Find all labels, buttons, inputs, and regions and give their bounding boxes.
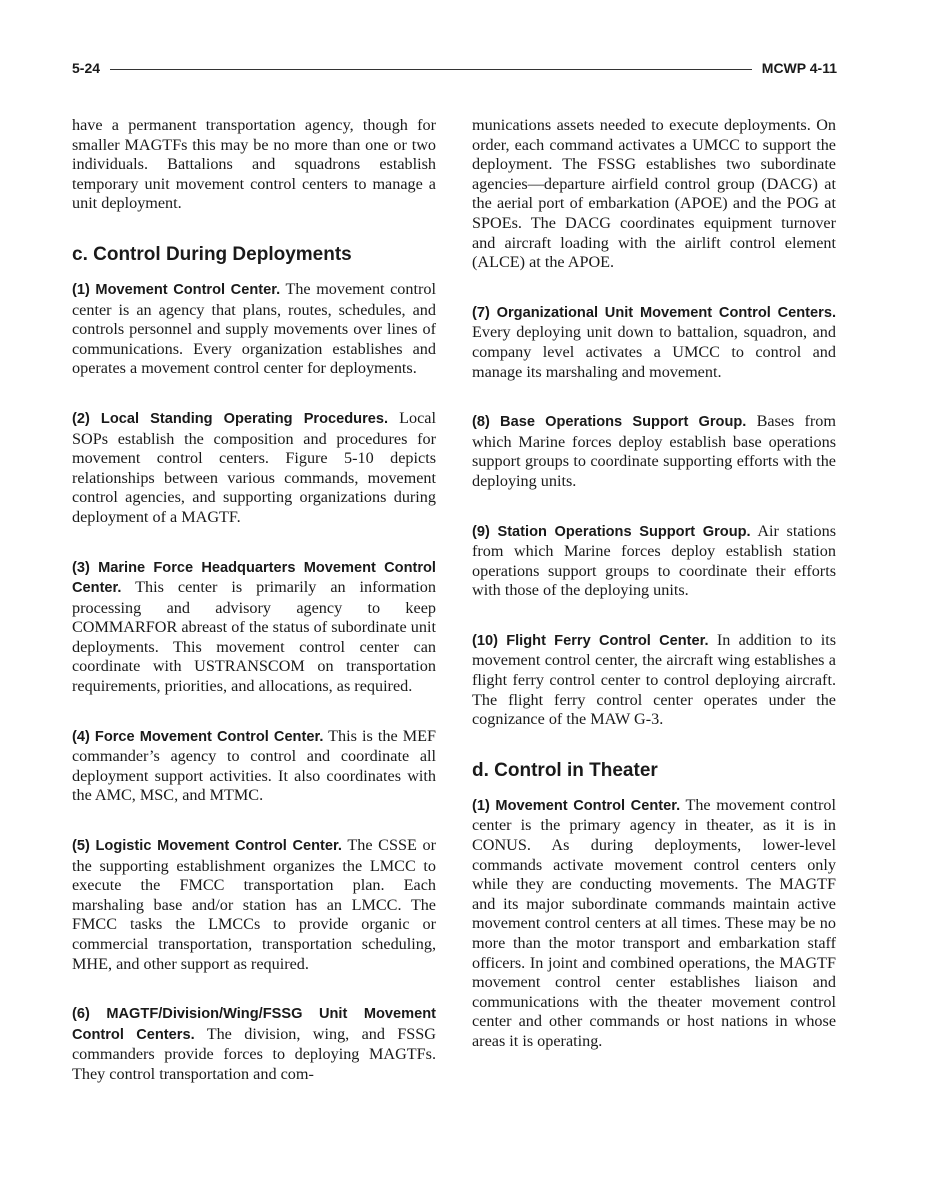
paragraph-2-text: Local SOPs establish the composition and procedures for movement control centers. Figure 5-10 depicts relationships between various commands, movement control agencies, and supporting organizations during deployment of a MAGTF. (72, 408, 436, 526)
header-rule (110, 69, 752, 70)
paragraph-5-lead: (5) Logistic Movement Control Center. (72, 838, 342, 855)
paragraph-d1-lead: (1) Movement Control Center. (472, 797, 681, 814)
paragraph-d1-text: The movement control center is the primary agency in theater, as it is in CONUS. As during deployments, lower-level commands activate movement control centers only while they are conducting movements. The MAGTF and its major subordinate commands maintain active movement control centers at all times. These may be no more than the motor transport and embarkation staff officers. In joint and combined operations, the MAGTF movement control center establishes liaison and communications with the theater movement control center and other commands or host nations in whose areas it is operating. (472, 795, 836, 1050)
paragraph-9-lead: (9) Station Operations Support Group. (472, 523, 751, 540)
continuation-paragraph: munications assets needed to execute deployments. On order, each command activates a UMCC to support the deployment. The FSSG establishes two subordinate agencies—departure airfield control group (DACG) at the aerial port of embarkation (APOE) and the POG at SPOEs. The DACG coordinates equipment turnover and aircraft loading with the airlift control element (ALCE) at the APOE. (472, 116, 836, 272)
paragraph-6-lead: (6) MAGTF/Division/Wing/FSSG Unit Movement Control Centers. (72, 1006, 436, 1043)
paragraph-2 (72, 409, 436, 528)
paragraph-10-text: In addition to its movement control center, the aircraft wing establishes a flight ferry control center to control deploying aircraft. The flight ferry control center operates under the cognizance of the MAW G-3. (472, 630, 837, 729)
paragraph-1-lead: (1) Movement Control Center. (72, 281, 281, 298)
paragraph-4 (72, 727, 436, 806)
right-column (472, 116, 836, 1052)
paragraph-10 (472, 631, 836, 730)
paragraph-8-text: Bases from which Marine forces deploy establish base operations support groups to coordinate supporting efforts with the deploying units. (472, 412, 836, 490)
paragraph-6-text: The division, wing, and FSSG commanders provide forces to deploying MAGTFs. They control transportation and com- (72, 1024, 436, 1083)
paragraph-10-lead: (10) Flight Ferry Control Center. (472, 632, 709, 649)
paragraph-8-lead: (8) Base Operations Support Group. (472, 414, 747, 431)
document-title: MCWP 4-11 (761, 60, 837, 76)
paragraph-3 (72, 558, 436, 697)
paragraph-5-text: The CSSE or the supporting establishment organizes the LMCC to execute the FMCC transportation plan. Each marshaling base and/or station has an LMCC. The FMCC tasks the LMCCs to provide organic or commercial transportation, transportation scheduling, MHE, and other support as required. (72, 836, 436, 973)
paragraph-2-lead: (2) Local Standing Operating Procedures. (72, 410, 389, 427)
left-column (72, 116, 436, 1085)
paragraph-8 (472, 412, 836, 491)
section-d-heading: d. Control in Theater (472, 759, 658, 781)
section-c-heading: c. Control During Deployments (72, 243, 352, 265)
paragraph-7-lead: (7) Organizational Unit Movement Control Centers. (472, 304, 836, 321)
paragraph-9 (472, 522, 836, 601)
paragraph-3-text: This center is primarily an information processing and advisory agency to keep COMMARFOR abreast of the status of subordinate unit deployments. This movement control center can coordinate with USTRANSCOM on transportation requirements, priorities, and allocations, as required. (72, 578, 436, 696)
paragraph-9-text: Air stations from which Marine forces deploy establish station operations support groups to coordinate their efforts with those of the deploying units. (472, 521, 837, 600)
paragraph-7 (472, 303, 836, 382)
paragraph-3-lead: (3) Marine Force Headquarters Movement Control Center. (72, 559, 436, 597)
paragraph-1 (72, 280, 436, 379)
page-header (72, 57, 837, 79)
paragraph-4-lead: (4) Force Movement Control Center. (72, 728, 324, 745)
paragraph-d1 (472, 796, 836, 1052)
paragraph-6 (72, 1004, 436, 1084)
paragraph-5 (72, 836, 436, 974)
intro-paragraph: have a permanent transportation agency, though for smaller MAGTFs this may be no more than one or two individuals. Battalions and squadrons establish temporary unit movement control centers to manage a unit deployment. (72, 116, 436, 213)
paragraph-1-text: The movement control center is an agency that plans, routes, schedules, and controls personnel and supply movements over lines of communications. Every organization establishes and operates a movement control center for deployments. (72, 279, 436, 378)
paragraph-7-text: Every deploying unit down to battalion, squadron, and company level activates a UMCC to control and manage its marshaling and movement. (472, 323, 836, 381)
paragraph-4-text: This is the MEF commander’s agency to control and coordinate all deployment support activities. It also coordinates with the AMC, MSC, and MTMC. (72, 726, 436, 805)
page-number: 5-24 (72, 60, 101, 76)
